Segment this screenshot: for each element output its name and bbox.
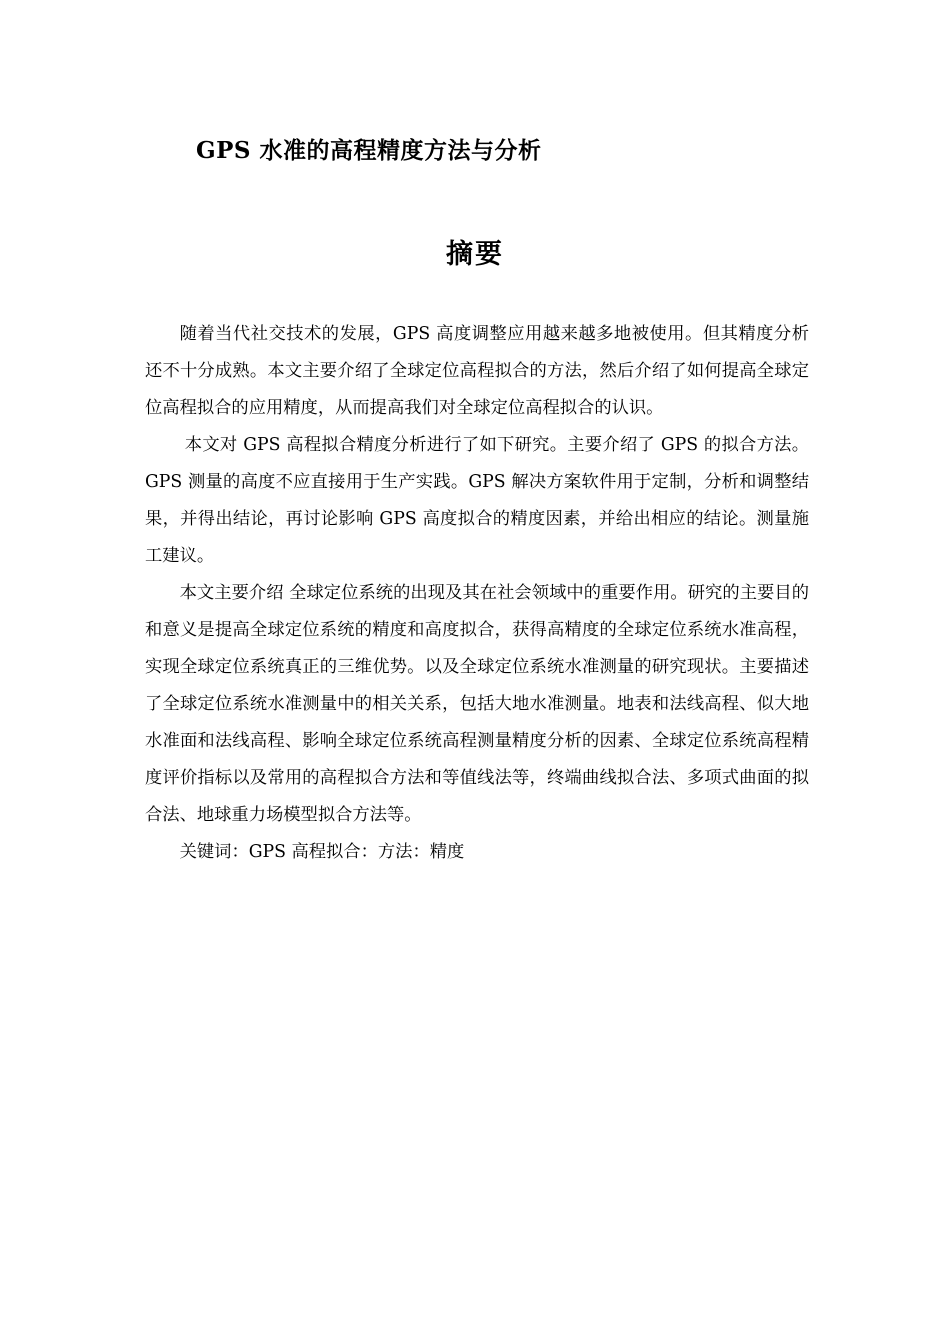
abstract-paragraph-3: 本文主要介绍 全球定位系统的出现及其在社会领域中的重要作用。研究的主要目的和意义是提高全球定位系统的精度和高度拟合，获得高精度的全球定位系统水准高程，实现全球定位系统真正的三维优势。以及全球定位系统水准测量的研究现状。主要描述了全球定位系统水准测量中的相关关系，包括大地水准测量。地表和法线高程、似大地水准面和法线高程、影响全球定位系统高程测量精度分析的因素、全球定位系统高程精度评价指标以及常用的高程拟合方法和等值线法等，终端曲线拟合法、多项式曲面的拟合法、地球重力场模型拟合方法等。: [145, 583, 809, 825]
abstract-paragraph-1: 随着当代社交技术的发展，GPS 高度调整应用越来越多地被使用。但其精度分析还不十分成熟。本文主要介绍了全球定位高程拟合的方法，然后介绍了如何提高全球定位高程拟合的应用精度，从而提高我们对全球定位高程拟合的认识。: [145, 324, 809, 418]
keywords-line: 关键词：GPS 高程拟合：方法：精度: [179, 842, 465, 862]
abstract-heading: 摘要: [446, 239, 504, 270]
abstract-body: [145, 316, 809, 871]
abstract-paragraph-2: 本文对 GPS 高程拟合精度分析进行了如下研究。主要介绍了 GPS 的拟合方法。 GPS 测量的高度不应直接用于生产实践。GPS 解决方案软件用于定制，分析和调整结果，并得出结论，再讨论影响 GPS 高度拟合的精度因素，并给出相应的结论。测量施工建议。: [145, 435, 809, 566]
document-title: GPS 水准的高程精度方法与分析: [196, 137, 542, 164]
